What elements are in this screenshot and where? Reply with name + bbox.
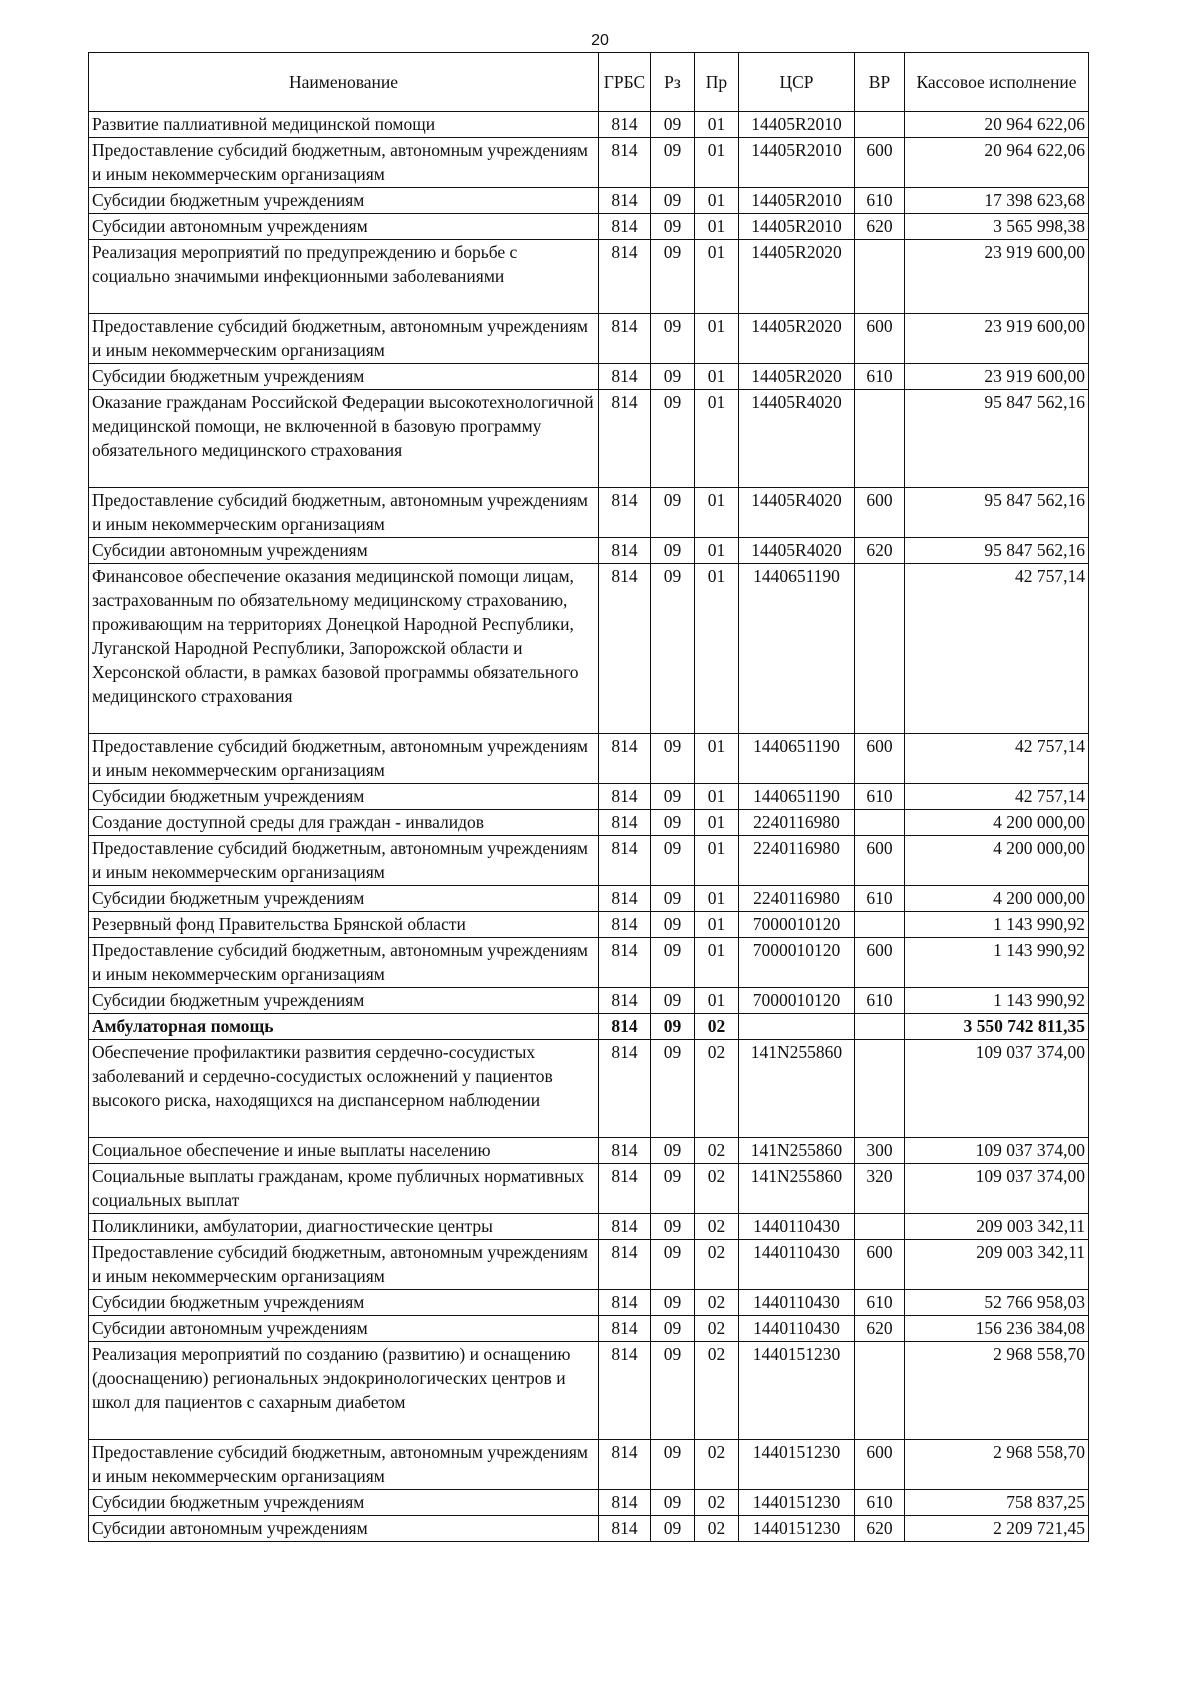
cell-csr: 1440651190	[739, 734, 855, 784]
cell-grbs: 814	[599, 112, 651, 138]
cell-amount: 4 200 000,00	[905, 886, 1089, 912]
header-row	[89, 53, 1089, 112]
cell-csr: 1440110430	[739, 1316, 855, 1342]
cell-vr: 600	[855, 488, 905, 538]
cell-rz: 09	[651, 734, 695, 784]
table-row	[89, 1316, 1089, 1342]
cell-vr: 600	[855, 314, 905, 364]
cell-name: Субсидии бюджетным учреждениям	[89, 784, 599, 810]
cell-pr: 01	[695, 988, 739, 1014]
cell-name: Предоставление субсидий бюджетным, автономным учреждениям и иным некоммерческим организациям	[89, 1440, 599, 1490]
cell-rz: 09	[651, 364, 695, 390]
table-row	[89, 1040, 1089, 1138]
cell-rz: 09	[651, 564, 695, 734]
cell-name: Развитие паллиативной медицинской помощи	[89, 112, 599, 138]
cell-rz: 09	[651, 138, 695, 188]
cell-grbs: 814	[599, 784, 651, 810]
cell-vr: 600	[855, 1440, 905, 1490]
cell-name: Предоставление субсидий бюджетным, автономным учреждениям и иным некоммерческим организациям	[89, 734, 599, 784]
cell-rz: 09	[651, 912, 695, 938]
cell-csr: 141N255860	[739, 1138, 855, 1164]
cell-vr	[855, 1014, 905, 1040]
cell-rz: 09	[651, 1214, 695, 1240]
cell-rz: 09	[651, 836, 695, 886]
cell-name: Субсидии бюджетным учреждениям	[89, 988, 599, 1014]
cell-vr: 610	[855, 784, 905, 810]
cell-pr: 01	[695, 810, 739, 836]
header-pr: Пр	[695, 53, 739, 112]
cell-csr: 14405R2010	[739, 214, 855, 240]
cell-csr: 1440110430	[739, 1240, 855, 1290]
cell-name: Субсидии автономным учреждениям	[89, 214, 599, 240]
cell-rz: 09	[651, 538, 695, 564]
table-row	[89, 1490, 1089, 1516]
cell-amount: 1 143 990,92	[905, 988, 1089, 1014]
cell-grbs: 814	[599, 1138, 651, 1164]
cell-name: Поликлиники, амбулатории, диагностические центры	[89, 1214, 599, 1240]
cell-csr: 141N255860	[739, 1164, 855, 1214]
table-row	[89, 538, 1089, 564]
cell-csr: 1440110430	[739, 1290, 855, 1316]
cell-vr: 620	[855, 1516, 905, 1542]
cell-csr: 1440110430	[739, 1214, 855, 1240]
cell-pr: 02	[695, 1440, 739, 1490]
cell-name: Субсидии бюджетным учреждениям	[89, 188, 599, 214]
cell-amount: 1 143 990,92	[905, 912, 1089, 938]
cell-pr: 01	[695, 364, 739, 390]
cell-name: Предоставление субсидий бюджетным, автономным учреждениям и иным некоммерческим организациям	[89, 836, 599, 886]
cell-name: Предоставление субсидий бюджетным, автономным учреждениям и иным некоммерческим организациям	[89, 138, 599, 188]
cell-amount: 52 766 958,03	[905, 1290, 1089, 1316]
cell-vr: 620	[855, 214, 905, 240]
cell-pr: 02	[695, 1490, 739, 1516]
cell-grbs: 814	[599, 1164, 651, 1214]
header-amount: Кассовое исполнение	[905, 53, 1089, 112]
cell-pr: 01	[695, 188, 739, 214]
table-row	[89, 1240, 1089, 1290]
cell-vr	[855, 390, 905, 488]
cell-vr: 600	[855, 138, 905, 188]
cell-pr: 01	[695, 240, 739, 314]
cell-name: Субсидии автономным учреждениям	[89, 1316, 599, 1342]
table-row	[89, 314, 1089, 364]
table-row	[89, 784, 1089, 810]
cell-amount: 1 143 990,92	[905, 938, 1089, 988]
cell-vr: 620	[855, 538, 905, 564]
cell-pr: 01	[695, 784, 739, 810]
cell-csr: 1440651190	[739, 784, 855, 810]
table-row	[89, 1214, 1089, 1240]
table-row	[89, 564, 1089, 734]
cell-rz: 09	[651, 240, 695, 314]
table-row	[89, 112, 1089, 138]
cell-grbs: 814	[599, 938, 651, 988]
cell-grbs: 814	[599, 564, 651, 734]
cell-name: Предоставление субсидий бюджетным, автономным учреждениям и иным некоммерческим организациям	[89, 488, 599, 538]
cell-grbs: 814	[599, 364, 651, 390]
cell-grbs: 814	[599, 1240, 651, 1290]
cell-grbs: 814	[599, 188, 651, 214]
cell-name: Резервный фонд Правительства Брянской области	[89, 912, 599, 938]
cell-vr: 610	[855, 988, 905, 1014]
cell-csr: 7000010120	[739, 912, 855, 938]
cell-grbs: 814	[599, 836, 651, 886]
table-row	[89, 988, 1089, 1014]
cell-vr: 600	[855, 734, 905, 784]
cell-csr: 1440151230	[739, 1342, 855, 1440]
cell-pr: 02	[695, 1138, 739, 1164]
cell-rz: 09	[651, 214, 695, 240]
cell-name: Амбулаторная помощь	[89, 1014, 599, 1040]
cell-name: Субсидии бюджетным учреждениям	[89, 886, 599, 912]
cell-rz: 09	[651, 488, 695, 538]
cell-amount: 109 037 374,00	[905, 1138, 1089, 1164]
cell-grbs: 814	[599, 314, 651, 364]
cell-name: Социальные выплаты гражданам, кроме публичных нормативных социальных выплат	[89, 1164, 599, 1214]
cell-pr: 01	[695, 912, 739, 938]
cell-csr: 141N255860	[739, 1040, 855, 1138]
cell-amount: 20 964 622,06	[905, 112, 1089, 138]
cell-grbs: 814	[599, 1516, 651, 1542]
table-row	[89, 214, 1089, 240]
cell-csr: 14405R2010	[739, 188, 855, 214]
table-row	[89, 1342, 1089, 1440]
cell-name: Обеспечение профилактики развития сердечно-сосудистых заболеваний и сердечно-сосудистых осложнений у пациентов высокого риска, находящихся на диспансерном наблюдении	[89, 1040, 599, 1138]
cell-rz: 09	[651, 1240, 695, 1290]
table-row	[89, 138, 1089, 188]
cell-csr: 14405R4020	[739, 488, 855, 538]
table-row	[89, 886, 1089, 912]
cell-amount: 23 919 600,00	[905, 314, 1089, 364]
cell-pr: 01	[695, 488, 739, 538]
cell-grbs: 814	[599, 1440, 651, 1490]
cell-rz: 09	[651, 1516, 695, 1542]
cell-rz: 09	[651, 784, 695, 810]
cell-pr: 02	[695, 1214, 739, 1240]
cell-pr: 01	[695, 938, 739, 988]
cell-amount: 156 236 384,08	[905, 1316, 1089, 1342]
cell-name: Социальное обеспечение и иные выплаты населению	[89, 1138, 599, 1164]
cell-grbs: 814	[599, 1040, 651, 1138]
cell-amount: 209 003 342,11	[905, 1214, 1089, 1240]
cell-name: Реализация мероприятий по предупреждению и борьбе с социально значимыми инфекционными заболеваниями	[89, 240, 599, 314]
table-row	[89, 734, 1089, 784]
cell-grbs: 814	[599, 988, 651, 1014]
cell-pr: 02	[695, 1164, 739, 1214]
budget-execution-table	[88, 52, 1089, 1542]
cell-vr: 300	[855, 1138, 905, 1164]
cell-amount: 109 037 374,00	[905, 1164, 1089, 1214]
cell-vr: 610	[855, 1490, 905, 1516]
cell-rz: 09	[651, 938, 695, 988]
cell-csr: 14405R2020	[739, 314, 855, 364]
cell-rz: 09	[651, 112, 695, 138]
cell-rz: 09	[651, 1138, 695, 1164]
cell-pr: 02	[695, 1290, 739, 1316]
cell-csr	[739, 1014, 855, 1040]
cell-amount: 42 757,14	[905, 564, 1089, 734]
cell-amount: 17 398 623,68	[905, 188, 1089, 214]
cell-rz: 09	[651, 314, 695, 364]
cell-amount: 4 200 000,00	[905, 810, 1089, 836]
table-row	[89, 836, 1089, 886]
cell-name: Субсидии бюджетным учреждениям	[89, 1290, 599, 1316]
cell-amount: 2 209 721,45	[905, 1516, 1089, 1542]
cell-rz: 09	[651, 188, 695, 214]
cell-vr	[855, 112, 905, 138]
cell-vr	[855, 912, 905, 938]
cell-pr: 01	[695, 314, 739, 364]
page-number: 20	[591, 32, 609, 49]
cell-name: Создание доступной среды для граждан - инвалидов	[89, 810, 599, 836]
cell-csr: 14405R2020	[739, 364, 855, 390]
cell-csr: 14405R4020	[739, 390, 855, 488]
cell-csr: 7000010120	[739, 988, 855, 1014]
cell-csr: 14405R2010	[739, 112, 855, 138]
cell-amount: 42 757,14	[905, 784, 1089, 810]
cell-rz: 09	[651, 1290, 695, 1316]
cell-pr: 01	[695, 390, 739, 488]
cell-rz: 09	[651, 1316, 695, 1342]
cell-pr: 01	[695, 538, 739, 564]
cell-vr: 600	[855, 938, 905, 988]
table-row	[89, 240, 1089, 314]
cell-grbs: 814	[599, 1316, 651, 1342]
cell-name: Субсидии автономным учреждениям	[89, 538, 599, 564]
header-csr: ЦСР	[739, 53, 855, 112]
table-row	[89, 188, 1089, 214]
table-row	[89, 1138, 1089, 1164]
table-row	[89, 364, 1089, 390]
cell-grbs: 814	[599, 1290, 651, 1316]
table-row	[89, 912, 1089, 938]
table-row	[89, 810, 1089, 836]
cell-amount: 95 847 562,16	[905, 390, 1089, 488]
cell-csr: 7000010120	[739, 938, 855, 988]
cell-grbs: 814	[599, 240, 651, 314]
cell-grbs: 814	[599, 1342, 651, 1440]
cell-pr: 01	[695, 138, 739, 188]
cell-amount: 95 847 562,16	[905, 538, 1089, 564]
cell-vr: 320	[855, 1164, 905, 1214]
cell-amount: 20 964 622,06	[905, 138, 1089, 188]
cell-name: Предоставление субсидий бюджетным, автономным учреждениям и иным некоммерческим организациям	[89, 314, 599, 364]
cell-pr: 01	[695, 564, 739, 734]
cell-rz: 09	[651, 1014, 695, 1040]
cell-amount: 4 200 000,00	[905, 836, 1089, 886]
cell-vr	[855, 564, 905, 734]
cell-grbs: 814	[599, 1490, 651, 1516]
cell-name: Субсидии бюджетным учреждениям	[89, 1490, 599, 1516]
cell-vr: 610	[855, 364, 905, 390]
cell-rz: 09	[651, 390, 695, 488]
table-row	[89, 1440, 1089, 1490]
cell-csr: 14405R2020	[739, 240, 855, 314]
cell-name: Предоставление субсидий бюджетным, автономным учреждениям и иным некоммерческим организациям	[89, 1240, 599, 1290]
cell-grbs: 814	[599, 886, 651, 912]
cell-grbs: 814	[599, 1014, 651, 1040]
cell-rz: 09	[651, 886, 695, 912]
cell-name: Предоставление субсидий бюджетным, автономным учреждениям и иным некоммерческим организациям	[89, 938, 599, 988]
cell-vr: 600	[855, 836, 905, 886]
cell-amount: 95 847 562,16	[905, 488, 1089, 538]
cell-pr: 02	[695, 1240, 739, 1290]
cell-vr: 610	[855, 1290, 905, 1316]
cell-vr: 610	[855, 886, 905, 912]
table-row	[89, 1516, 1089, 1542]
cell-rz: 09	[651, 1440, 695, 1490]
cell-grbs: 814	[599, 214, 651, 240]
cell-pr: 01	[695, 734, 739, 784]
cell-csr: 2240116980	[739, 810, 855, 836]
table-row	[89, 1014, 1089, 1040]
table-row	[89, 1290, 1089, 1316]
cell-amount: 3 565 998,38	[905, 214, 1089, 240]
cell-rz: 09	[651, 1040, 695, 1138]
cell-vr: 620	[855, 1316, 905, 1342]
cell-pr: 02	[695, 1516, 739, 1542]
cell-name: Реализация мероприятий по созданию (развитию) и оснащению (дооснащению) региональных эндокринологических центров и школ для пациентов с сахарным диабетом	[89, 1342, 599, 1440]
cell-vr	[855, 1040, 905, 1138]
cell-rz: 09	[651, 1164, 695, 1214]
cell-grbs: 814	[599, 810, 651, 836]
cell-csr: 14405R4020	[739, 538, 855, 564]
cell-grbs: 814	[599, 538, 651, 564]
cell-amount: 3 550 742 811,35	[905, 1014, 1089, 1040]
cell-pr: 01	[695, 836, 739, 886]
cell-amount: 758 837,25	[905, 1490, 1089, 1516]
cell-csr: 1440151230	[739, 1516, 855, 1542]
cell-vr: 610	[855, 188, 905, 214]
cell-vr	[855, 810, 905, 836]
cell-rz: 09	[651, 1342, 695, 1440]
cell-grbs: 814	[599, 390, 651, 488]
cell-pr: 02	[695, 1014, 739, 1040]
table-row	[89, 390, 1089, 488]
cell-name: Субсидии бюджетным учреждениям	[89, 364, 599, 390]
cell-grbs: 814	[599, 138, 651, 188]
cell-rz: 09	[651, 1490, 695, 1516]
cell-grbs: 814	[599, 488, 651, 538]
table-row	[89, 1164, 1089, 1214]
cell-csr: 1440151230	[739, 1490, 855, 1516]
header-grbs: ГРБС	[599, 53, 651, 112]
cell-rz: 09	[651, 988, 695, 1014]
cell-csr: 2240116980	[739, 836, 855, 886]
cell-grbs: 814	[599, 1214, 651, 1240]
cell-csr: 14405R2010	[739, 138, 855, 188]
cell-grbs: 814	[599, 912, 651, 938]
cell-amount: 2 968 558,70	[905, 1342, 1089, 1440]
cell-pr: 02	[695, 1040, 739, 1138]
cell-amount: 209 003 342,11	[905, 1240, 1089, 1290]
cell-amount: 23 919 600,00	[905, 240, 1089, 314]
cell-vr	[855, 240, 905, 314]
cell-amount: 2 968 558,70	[905, 1440, 1089, 1490]
cell-amount: 23 919 600,00	[905, 364, 1089, 390]
cell-rz: 09	[651, 810, 695, 836]
header-name: Наименование	[89, 53, 599, 112]
cell-csr: 1440151230	[739, 1440, 855, 1490]
cell-name: Оказание гражданам Российской Федерации высокотехнологичной медицинской помощи, не включенной в базовую программу обязательного медицинского страхования	[89, 390, 599, 488]
cell-vr	[855, 1214, 905, 1240]
cell-name: Субсидии автономным учреждениям	[89, 1516, 599, 1542]
cell-pr: 01	[695, 214, 739, 240]
table-row	[89, 938, 1089, 988]
cell-amount: 42 757,14	[905, 734, 1089, 784]
header-rz: Рз	[651, 53, 695, 112]
cell-vr	[855, 1342, 905, 1440]
cell-pr: 01	[695, 886, 739, 912]
cell-amount: 109 037 374,00	[905, 1040, 1089, 1138]
cell-pr: 02	[695, 1316, 739, 1342]
cell-csr: 2240116980	[739, 886, 855, 912]
cell-name: Финансовое обеспечение оказания медицинской помощи лицам, застрахованным по обязательному медицинскому страхованию, проживающим на территориях Донецкой Народной Республики, Луганской Народной Республики, Запорожской области и Херсонской области, в рамках базовой программы обязательного медицинского страхования	[89, 564, 599, 734]
table-row	[89, 488, 1089, 538]
cell-grbs: 814	[599, 734, 651, 784]
cell-vr: 600	[855, 1240, 905, 1290]
cell-pr: 02	[695, 1342, 739, 1440]
cell-csr: 1440651190	[739, 564, 855, 734]
cell-pr: 01	[695, 112, 739, 138]
header-vr: ВР	[855, 53, 905, 112]
